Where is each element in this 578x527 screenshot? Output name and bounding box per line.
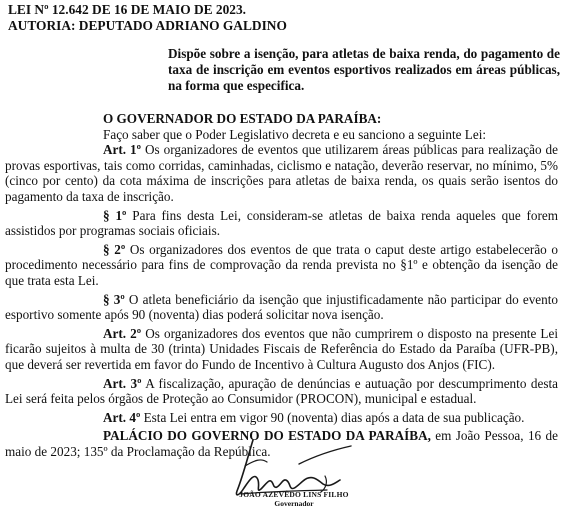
law-body: [5, 111, 558, 459]
article-4-text: Esta Lei entra em vigor 90 (noventa) dias após a data de sua publicação.: [140, 409, 525, 425]
law-number: LEI Nº 12.642 DE 16 DE MAIO DE 2023.: [8, 2, 247, 17]
article-3: [5, 376, 558, 407]
article-3-text: A fiscalização, apuração de denúncias e autuação por descumprimento desta Lei será feita pelos órgãos de Proteção ao Consumidor (PROCON), municipal e estadual.: [5, 375, 558, 407]
paragraph-2: [5, 242, 558, 289]
signatory-role: Governador: [274, 499, 314, 508]
article-3-label: Art. 3º: [103, 375, 142, 391]
document-header: [8, 2, 287, 34]
paragraph-3-text: O atleta beneficiário da isenção que injustificadamente não participar do evento esportivo somente após 90 (noventa) dias poderá solicitar nova isenção.: [5, 291, 558, 323]
paragraph-2-text: Os organizadores dos eventos de que trata o caput deste artigo estabelecerão o procedimento necessário para fins de comprovação da renda prevista no §1º e obtenção da isenção de que trata esta Lei.: [5, 241, 558, 288]
handwritten-signature: [215, 436, 385, 521]
article-4-label: Art. 4º: [103, 409, 141, 425]
paragraph-1: [5, 208, 558, 239]
article-4: [5, 410, 558, 426]
closing-text: em João Pessoa, 16 de maio de 2023; 135º da Proclamação da República.: [5, 428, 558, 459]
article-2-text: Os organizadores dos eventos que não cumprirem o disposto na presente Lei ficarão sujeitos à multa de 30 (trinta) Unidades Fiscais de Referência do Estado da Paraíba (UFR-PB), que deverá ser revertida em favor do Fundo de Incentivo à Cultura Augusto dos Anjos (FIC).: [5, 325, 559, 372]
signatory-name: JOÃO AZEVÊDO LINS FILHO: [239, 490, 349, 499]
paragraph-2-label: § 2º: [103, 241, 126, 257]
closing-label: PALÁCIO DO GOVERNO DO ESTADO DA PARAÍBA,: [103, 428, 431, 444]
ementa: Dispõe sobre a isenção, para atletas de baixa renda, do pagamento de taxa de inscrição em eventos esportivos realizados em áreas públicas, na forma que especifica.: [168, 46, 560, 94]
paragraph-1-label: § 1º: [103, 207, 127, 223]
article-2-label: Art. 2º: [103, 325, 142, 341]
article-1-label: Art. 1º: [103, 142, 141, 158]
paragraph-3: [5, 292, 558, 323]
paragraph-3-label: § 3º: [103, 291, 125, 307]
article-2: [5, 326, 558, 373]
article-1: [5, 142, 558, 204]
preamble: Faço saber que o Poder Legislativo decreta e eu sanciono a seguinte Lei:: [103, 126, 487, 142]
paragraph-1-text: Para fins desta Lei, consideram-se atletas de baixa renda aqueles que forem assistidos por programas sociais oficiais.: [5, 207, 559, 239]
authorship: AUTORIA: DEPUTADO ADRIANO GALDINO: [8, 18, 287, 33]
signature-block: [215, 436, 385, 521]
article-1-text: Os organizadores de eventos que utilizarem áreas públicas para realização de provas esportivas, tais como corridas, caminhadas, ciclismo e natação, deverão reservar, no mínimo, 5% (cinco por cento) da cota máxima de inscrições para atletas de baixa renda, os quais serão isentos do pagamento da taxa de inscrição.: [5, 142, 558, 204]
governor-heading: O GOVERNADOR DO ESTADO DA PARAÍBA:: [103, 111, 382, 126]
